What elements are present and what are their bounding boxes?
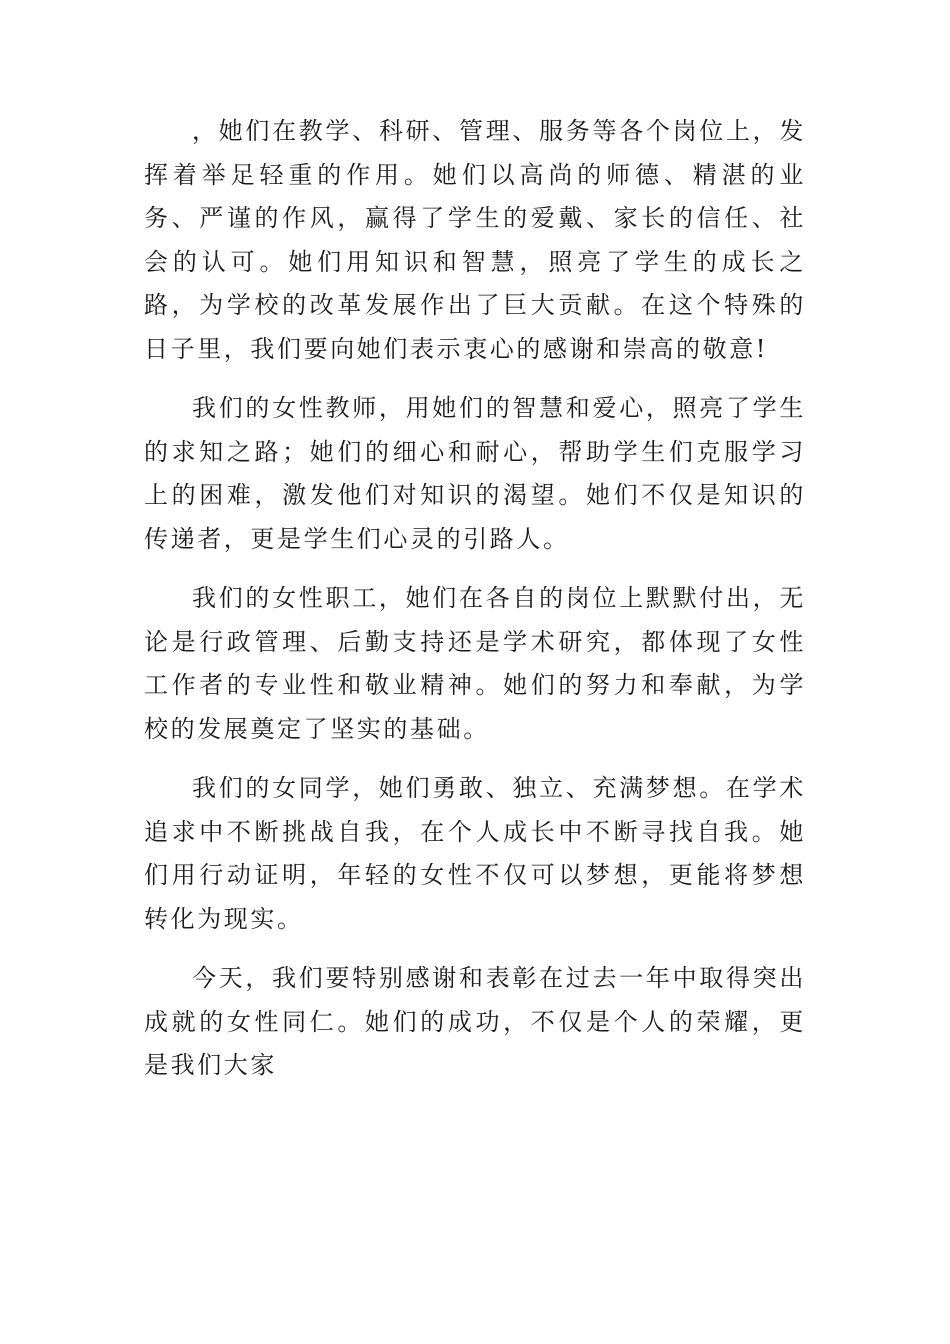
paragraph-2: 我们的女性教师，用她们的智慧和爱心，照亮了学生的求知之路；她们的细心和耐心，帮助学生们克服学习上的困难，激发他们对知识的渴望。她们不仅是知识的传递者，更是学生们心灵的引路人。 [144, 394, 806, 553]
paragraph-4: 我们的女同学，她们勇敢、独立、充满梦想。在学术追求中不断挑战自我，在个人成长中不断寻找自我。她们用行动证明，年轻的女性不仅可以梦想，更能将梦想转化为现实。 [144, 774, 806, 933]
paragraph-5: 今天，我们要特别感谢和表彰在过去一年中取得突出成就的女性同仁。她们的成功，不仅是个人的荣耀，更是我们大家 [144, 964, 806, 1079]
document-body [144, 110, 806, 1104]
paragraph-1: ，她们在教学、科研、管理、服务等各个岗位上，发挥着举足轻重的作用。她们以高尚的师德、精湛的业务、严谨的作风，赢得了学生的爱戴、家长的信任、社会的认可。她们用知识和智慧，照亮了学生的成长之路，为学校的改革发展作出了巨大贡献。在这个特殊的日子里，我们要向她们表示衷心的感谢和崇高的敬意! [144, 117, 806, 363]
paragraph-3: 我们的女性职工，她们在各自的岗位上默默付出，无论是行政管理、后勤支持还是学术研究，都体现了女性工作者的专业性和敬业精神。她们的努力和奉献，为学校的发展奠定了坚实的基础。 [144, 584, 806, 743]
